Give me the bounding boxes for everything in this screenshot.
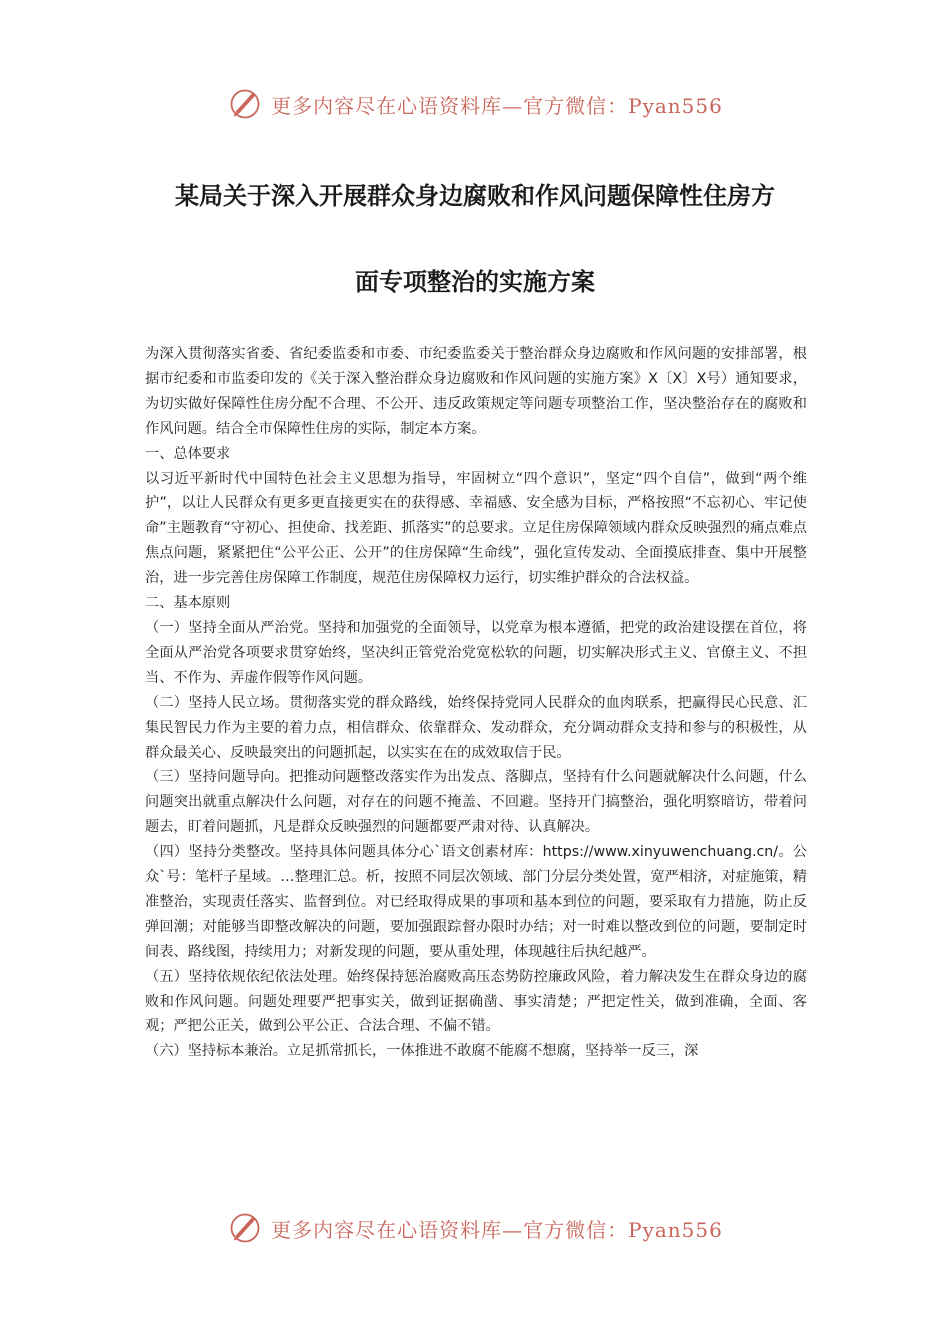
section-heading-basic-principles: 二、基本原则 xyxy=(145,595,231,612)
principle-5: （五）坚持依规依纪依法处理。始终保持惩治腐败高压态势防控廉政风险，着力解决发生在群众身边的腐败和作风问题。问题处理要严把事实关，做到证据确凿、事实清楚；严把定性关，做到准确，全面、客观；严把公正关，做到公平公正、合法合理、不偏不错。 xyxy=(145,968,807,1035)
watermark-banner-bottom xyxy=(0,1208,950,1248)
watermark-text: 更多内容尽在心语资料库—官方微信：Pyan556 xyxy=(271,93,723,118)
principle-1: （一）坚持全面从严治党。坚持和加强党的全面领导，以党章为根本遵循，把党的政治建设摆在首位，将全面从严治党各项要求贯穿始终，坚决纠正管党治党宽松软的问题，切实解决形式主义、官僚主义、不担当、不作为、弄虚作假等作风问题。 xyxy=(145,619,807,686)
document-title-line-1: 某局关于深入开展群众身边腐败和作风问题保障性住房方 xyxy=(175,181,775,210)
pen-circle-icon xyxy=(227,86,263,122)
principle-6: （六）坚持标本兼治。立足抓常抓长，一体推进不敢腐不能腐不想腐，坚持举一反三，深 xyxy=(145,1043,699,1060)
principle-3: （三）坚持问题导向。把推动问题整改落实作为出发点、落脚点，坚持有什么问题就解决什么问题，什么问题突出就重点解决什么问题，对存在的问题不掩盖、不回避。坚持开门搞整治，强化明察暗访，带着问题去，盯着问题抓，凡是群众反映强烈的问题都要严肃对待、认真解决。 xyxy=(145,769,807,836)
paragraph-general-requirements: 以习近平新时代中国特色社会主义思想为指导，牢固树立“四个意识”，坚定“四个自信”，做到“两个维护”，以让人民群众有更多更直接更实在的获得感、幸福感、安全感为目标，严格按照“不忘初心、牢记使命”主题教育“守初心、担使命、找差距、抓落实”的总要求。立足住房保障领域内群众反映强烈的痛点难点焦点问题，紧紧把住“公平公正、公开”的住房保障“生命线”，强化宣传发动、全面摸底排查、集中开展整治，进一步完善住房保障工作制度，规范住房保障权力运行，切实维护群众的合法权益。 xyxy=(145,470,807,587)
watermark-text: 更多内容尽在心语资料库—官方微信：Pyan556 xyxy=(271,1217,723,1242)
document-title-line-2: 面专项整治的实施方案 xyxy=(355,267,595,296)
watermark-banner-top xyxy=(0,84,950,124)
section-heading-general-requirements: 一、总体要求 xyxy=(145,445,231,462)
intro-paragraph: 为深入贯彻落实省委、省纪委监委和市委、市纪委监委关于整治群众身边腐败和作风问题的安排部署，根据市纪委和市监委印发的《关于深入整治群众身边腐败和作风问题的实施方案》X〔X〕X号）通知要求，为切实做好保障性住房分配不合理、不公开、违反政策规定等问题专项整治工作，坚决整治存在的腐败和作风问题。结合全市保障性住房的实际，制定本方案。 xyxy=(145,346,807,437)
pen-circle-icon xyxy=(227,1210,263,1246)
principle-2: （二）坚持人民立场。贯彻落实党的群众路线，始终保持党同人民群众的血肉联系，把赢得民心民意、汇集民智民力作为主要的着力点，相信群众、依靠群众、发动群众，充分调动群众支持和参与的积极性，从群众最关心、反映最突出的问题抓起，以实实在在的成效取信于民。 xyxy=(145,694,807,761)
principle-4: （四）坚持分类整改。坚持具体问题具体分心`语文创素材库：https://www.xinyuwenchuang.cn/。公众`号：笔杆子星域。…整理汇总。析，按照不同层次领域、部门分层分类处置，宽严相济，对症施策，精准整治，实现责任落实、监督到位。对已经取得成果的事项和基本到位的问题，要采取有力措施，防止反弹回潮；对能够当即整改解决的问题，要加强跟踪督办限时办结；对一时难以整改到位的问题，要制定时间表、路线图，持续用力；对新发现的问题，要从重处理，体现越往后执纪越严。 xyxy=(145,844,807,960)
document-body xyxy=(145,342,807,1064)
